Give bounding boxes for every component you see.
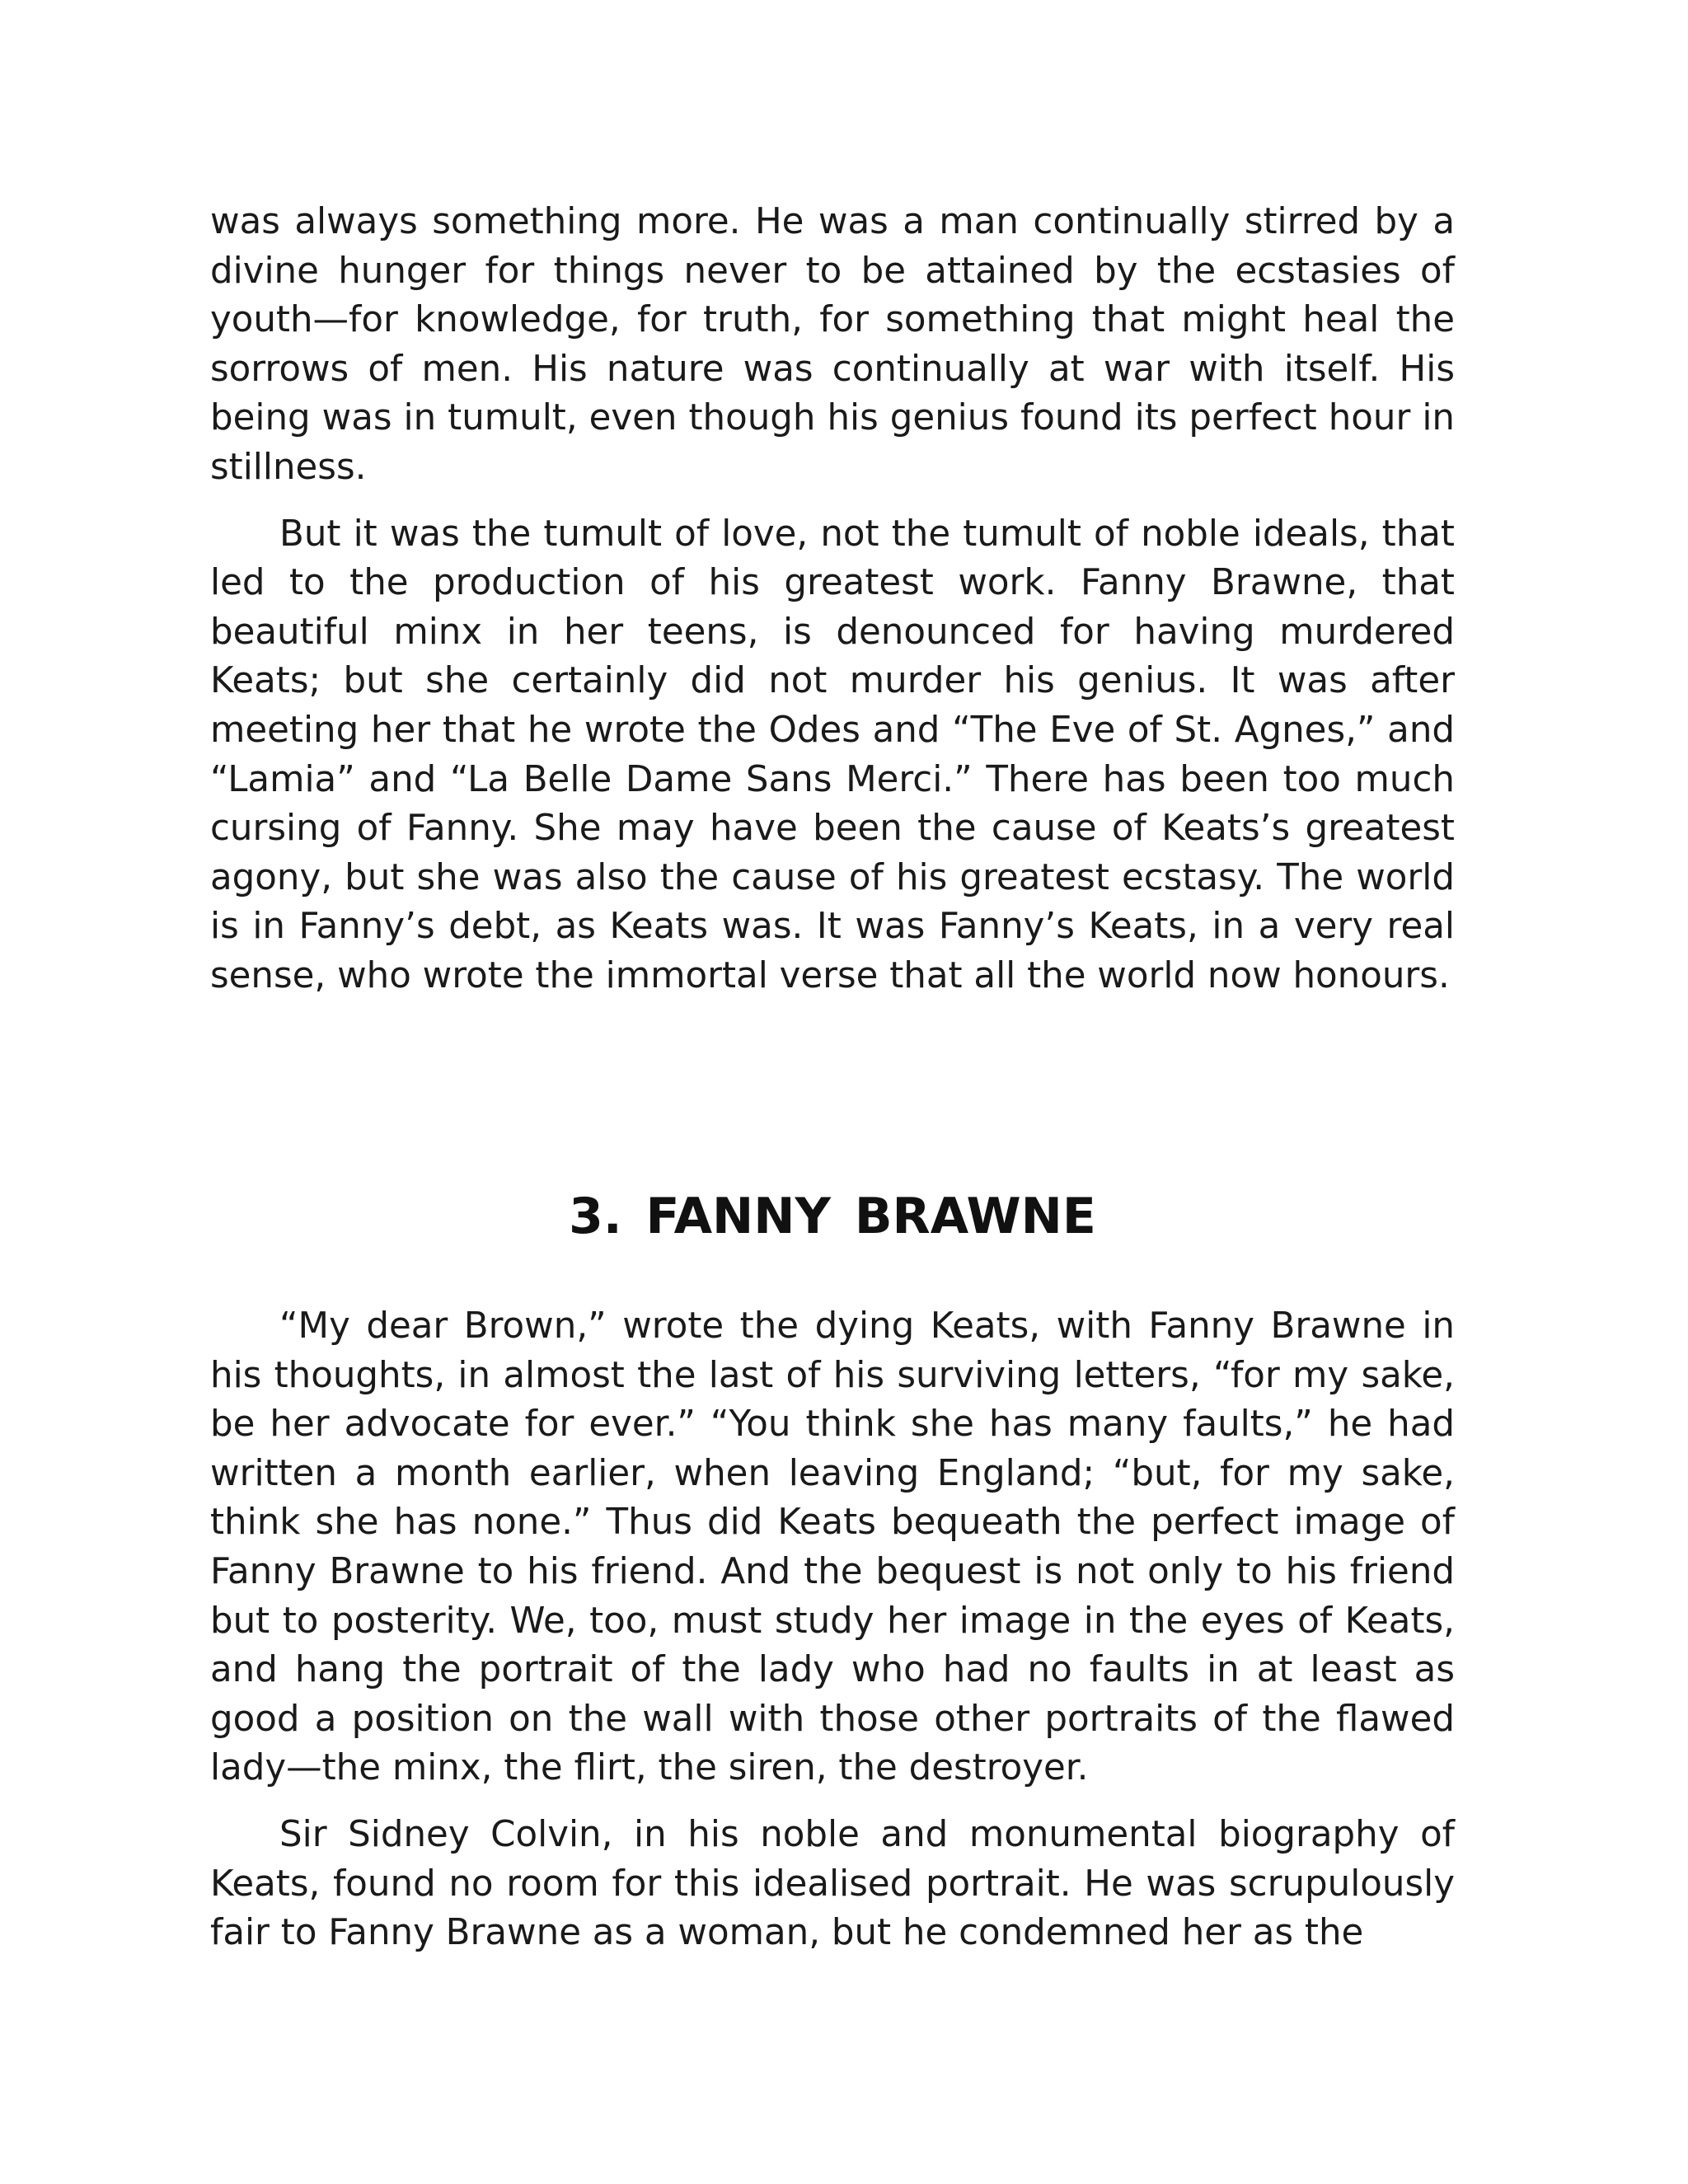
paragraph-continued: was always something more. He was a man continually stirred by a divine hunger for things never to be attained by the ecstasies of youth—for knowledge, for truth, for something that might heal the sorrows of men. His nature was continually at war with itself. His being was in tumult, even though his genius found its perfect hour in stillness. [210,201,1455,488]
paragraph-sidney-colvin: Sir Sidney Colvin, in his noble and monumental biography of Keats, found no room for this idealised portrait. He was scrupulously fair to Fanny Brawne as a woman, but he condemned her as the [210,1813,1455,1954]
paragraph-my-dear-brown: “My dear Brown,” wrote the dying Keats, with Fanny Brawne in his thoughts, in almost the last of his surviving letters, “for my sake, be her advocate for ever.” “You think she has many faults,” he had written a month earlier, when leaving England; “but, for my sake, think she has none.” Thus did Keats bequeath the perfect image of Fanny Brawne to his friend. And the bequest is not only to his friend but to posterity. We, too, must study her image in the eyes of Keats, and hang the portrait of the lady who had no faults in at least as good a position on the wall with those other portraits of the flawed lady—the minx, the flirt, the siren, the destroyer. [210,1305,1455,1789]
paragraph-tumult-of-love: But it was the tumult of love, not the tumult of noble ideals, that led to the production of his greatest work. Fanny Brawne, that beautiful minx in her teens, is denounced for having murdered Keats; but she certainly did not murder his genius. It was after meeting her that he wrote the Odes and “The Eve of St. Agnes,” and “Lamia” and “La Belle Dame Sans Merci.” There has been too much cursing of Fanny. She may have been the cause of Keats’s greatest agony, but she was also the cause of his greatest ecstasy. The world is in Fanny’s debt, as Keats was. It was Fanny’s Keats, in a very real sense, who wrote the immortal verse that all the world now honours. [210,513,1455,996]
text-section-before-chapter [210,198,1455,1001]
chapter-heading: 3. FANNY BRAWNE [569,1188,1096,1245]
text-section-chapter-body [210,1302,1455,1958]
